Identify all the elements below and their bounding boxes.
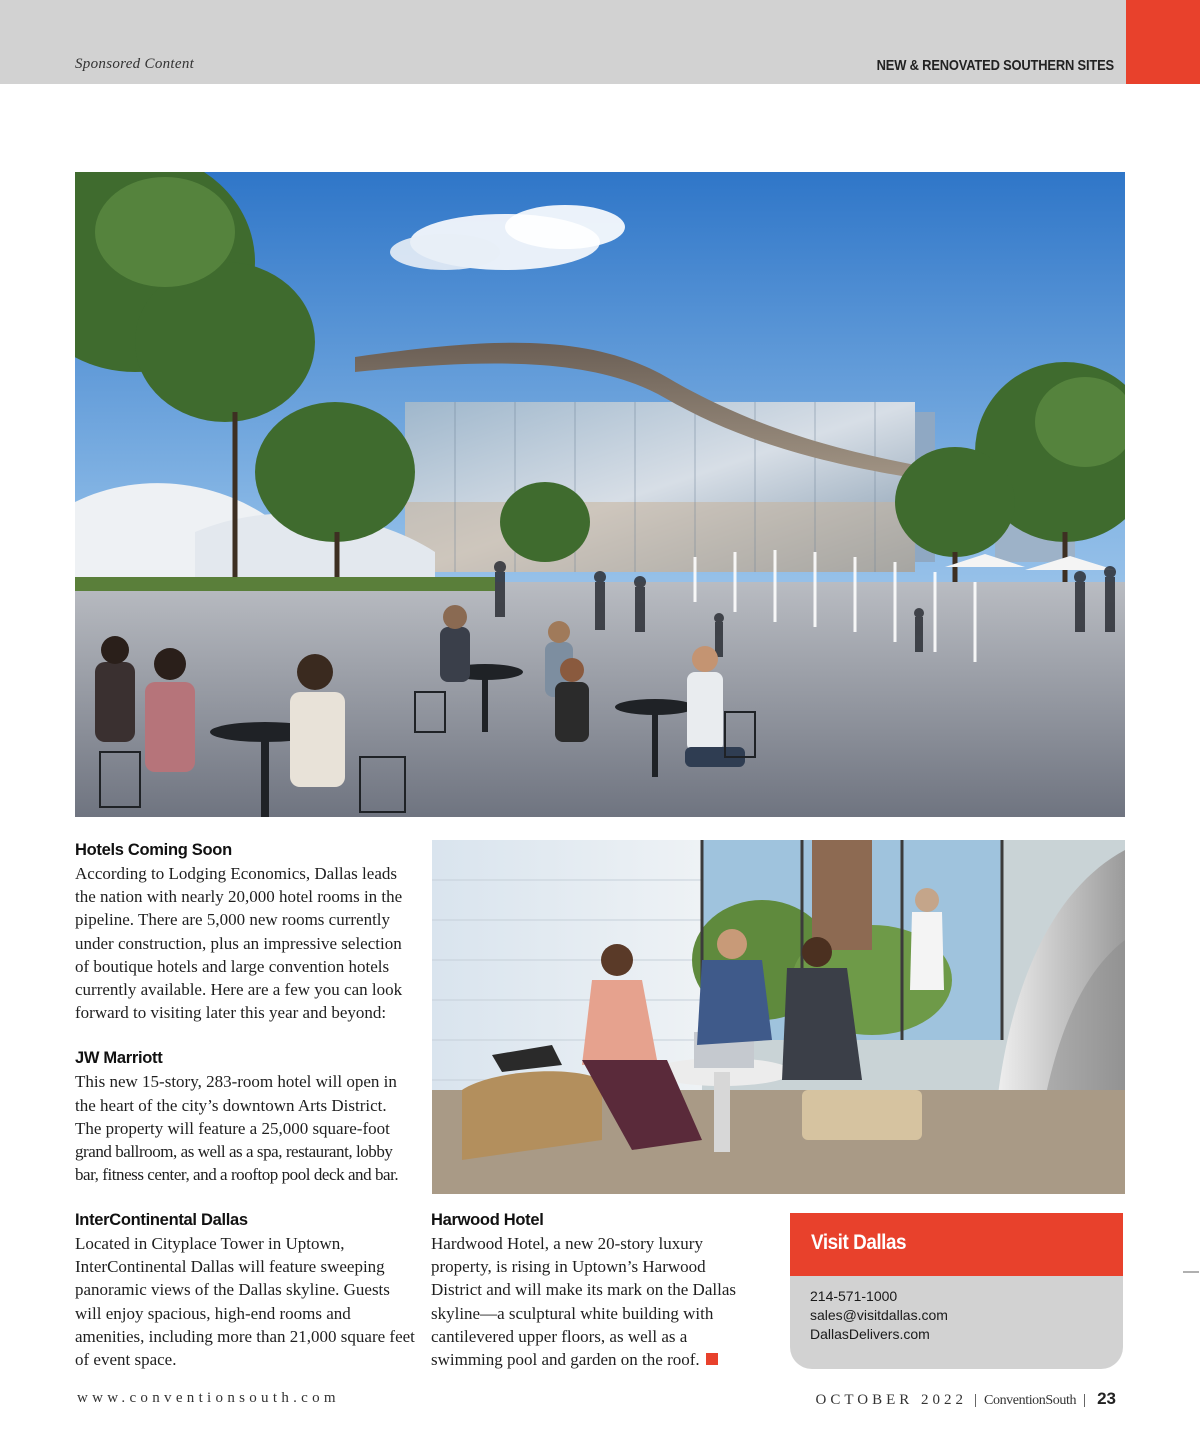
margin-mark	[1183, 1271, 1199, 1273]
contact-details	[790, 1276, 1123, 1344]
contact-box-header	[790, 1213, 1123, 1276]
lobby-illustration	[432, 840, 1125, 1194]
intercontinental-heading: InterContinental Dallas	[75, 1211, 248, 1229]
contact-website-link[interactable]: DallasDelivers.com	[810, 1326, 930, 1342]
footer-issue-date: OCTOBER 2022	[815, 1392, 968, 1408]
harwood-body	[431, 1232, 751, 1371]
intercontinental-body: Located in Cityplace Tower in Uptown, InterContinental Dallas will feature sweeping panoramic views of the Dallas skyline. Guests will enjoy spacious, high-end rooms and amenities, including more than 21,000 square feet of event space.	[75, 1234, 415, 1370]
section-title: NEW & RENOVATED SOUTHERN SITES	[876, 57, 1114, 74]
left-column	[75, 839, 415, 1186]
end-of-article-square-icon	[706, 1353, 718, 1365]
footer-folio	[816, 1389, 1116, 1409]
jw-marriott-section	[75, 1047, 415, 1186]
page-number: 23	[1097, 1389, 1116, 1408]
contact-email-link[interactable]: sales@visitdallas.com	[810, 1307, 948, 1323]
hotels-coming-soon-heading: Hotels Coming Soon	[75, 841, 232, 859]
hotels-coming-soon-section	[75, 839, 415, 1024]
jw-marriott-body-part2: grand ballroom, as well as a spa, restaurant, lobby bar, fitness center, and a rooftop pool deck and bar.	[75, 1142, 399, 1185]
hero-photo	[75, 172, 1125, 817]
visit-dallas-contact-box	[790, 1213, 1123, 1369]
contact-phone[interactable]: 214-571-1000	[810, 1288, 898, 1304]
harwood-heading: Harwood Hotel	[431, 1211, 544, 1229]
footer-website: www.conventionsouth.com	[77, 1390, 340, 1406]
intercontinental-section	[75, 1209, 415, 1371]
footer-separator-2: |	[1083, 1392, 1087, 1408]
hero-illustration	[75, 172, 1125, 817]
hotels-coming-soon-body: According to Lodging Economics, Dallas leads the nation with nearly 20,000 hotel rooms in the pipeline. There are 5,000 new rooms currently under construction, plus an impressive selection of boutique hotels and large convention hotels currently available. Here are a few you can look forward to visiting later this year and beyond:	[75, 864, 403, 1023]
harwood-section	[431, 1209, 751, 1371]
footer-magazine-name: ConventionSouth	[984, 1393, 1077, 1408]
sponsored-label: Sponsored Content	[75, 56, 195, 72]
hotel-lobby-photo	[432, 840, 1125, 1194]
harwood-body-text: Hardwood Hotel, a new 20-story luxury property, is rising in Uptown’s Harwood District and will make its mark on the Dallas skyline—a sculptural white building with cantilevered upper floors, as well as a swimming pool and garden on the roof.	[431, 1234, 736, 1370]
footer-separator: |	[974, 1392, 978, 1408]
jw-marriott-body-part1: This new 15-story, 283-room hotel will open in the heart of the city’s downtown Arts District. The property will feature a 25,000 square-foot	[75, 1072, 397, 1138]
header-accent-block	[1126, 0, 1200, 84]
contact-box-title: Visit Dallas	[811, 1231, 907, 1254]
jw-marriott-body	[75, 1070, 415, 1186]
jw-marriott-heading: JW Marriott	[75, 1049, 163, 1068]
